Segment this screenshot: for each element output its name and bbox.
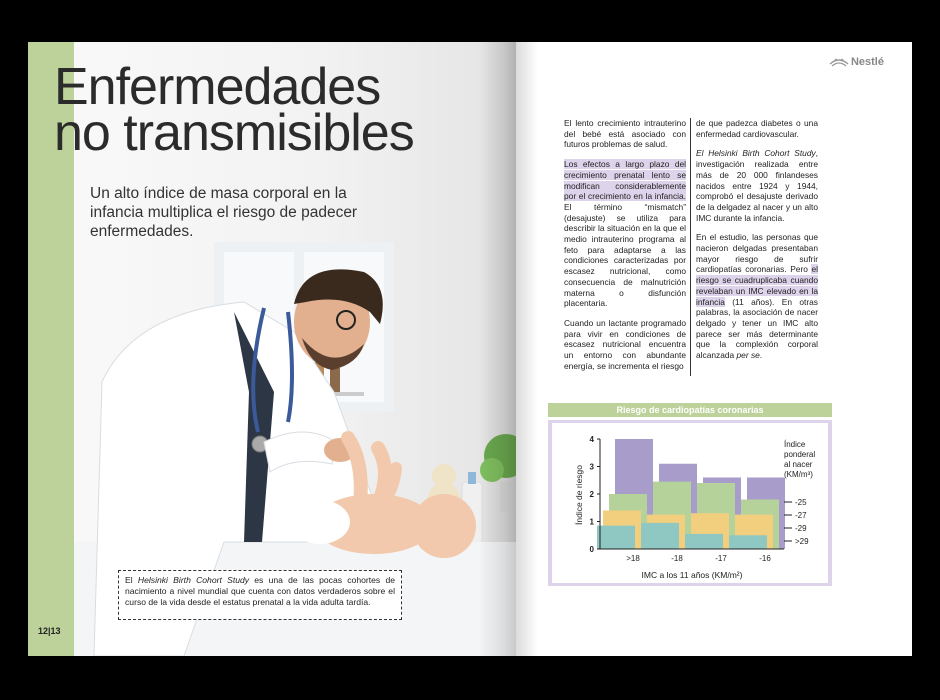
- col2-paragraph-2: [696, 148, 818, 223]
- y-tick-label: 1: [589, 517, 594, 527]
- col2-highlight: el riesgo se cuadruplicaba cuando revelaban un IMC elevado en la infancia: [696, 264, 818, 307]
- caption-study-name: Helsinki Birth Cohort Study: [137, 575, 250, 585]
- text-column-1: [564, 118, 686, 380]
- chart-title: Riesgo de cardiopatías coronarias: [548, 403, 832, 417]
- col2-paragraph-3-mid: (11 años). En otras palabras, la asociación de nacer delgado y tener un IMC alto parece ser más determinante que la complexión corporal alcanzada: [696, 296, 818, 361]
- y-tick-label: 4: [589, 435, 594, 444]
- bar->29-1: [641, 523, 679, 549]
- chart-area: [552, 423, 828, 583]
- col2-paragraph-3-end: .: [759, 350, 763, 361]
- right-page: [516, 42, 912, 656]
- caption-label-prefix: El: [125, 575, 138, 585]
- title-line-2: no transmisibles: [54, 104, 414, 162]
- x-tick-label: -17: [715, 554, 727, 563]
- col2-paragraph-3-pre: En el estudio, las personas que nacieron delgadas presentaban mayor riesgo de sufrir cardiopatías coronarias. Pero: [696, 232, 818, 275]
- col2-per-se: per se: [736, 350, 760, 361]
- col1-paragraph-2-rest: El término “mismatch” (desajuste) se utiliza para describir la situación en la que el medio intrauterino programa al feto para adaptarse a las condiciones caracterizadas por escasez nutricional, como consecuencia de malnutrición materna o disfunción placentaria.: [564, 201, 686, 309]
- y-tick-label: 2: [589, 490, 594, 499]
- x-tick-label: >18: [626, 554, 640, 563]
- brand-name: Nestlé: [850, 56, 884, 68]
- col2-paragraph-2-rest: , investigación realizada entre más de 20 000 finlandeses nacidos entre 1924 y 1944, comprobó el desajuste derivado de la delgadez al nacer y un alto IMC durante la infancia.: [696, 148, 818, 223]
- col1-paragraph-3: Cuando un lactante programado para vivir en condiciones de escasez nutricional encuentra un entorno con abundante energía, se incrementa el riesgo: [564, 317, 686, 371]
- x-tick-label: -16: [759, 554, 771, 563]
- bar->29-0: [597, 526, 635, 549]
- caption-text: es una de las pocas cohortes de nacimiento a nivel mundial que cuenta con datos verdaderos sobre el curso de la vida desde el estatus prenatal a la vida adulta tardía.: [125, 575, 396, 607]
- subtitle: Un alto índice de masa corporal en la infancia multiplica el riesgo de padecer enfermedades.: [90, 185, 358, 240]
- bar->29-2: [685, 534, 723, 549]
- page-title: [54, 58, 414, 162]
- col2-paragraph-1: de que padezca diabetes o una enfermedad cardiovascular.: [696, 118, 818, 139]
- y-axis-label: Índice de riesgo: [574, 464, 584, 526]
- col2-paragraph-3: [696, 232, 818, 360]
- risk-chart: [552, 423, 828, 583]
- legend-title-line: Índice: [784, 440, 806, 449]
- gutter-shadow: [516, 42, 538, 656]
- legend-label-2: -29: [795, 524, 807, 533]
- legend-label-0: -25: [795, 498, 807, 507]
- legend-title-line: (KM/m³): [784, 470, 813, 479]
- nest-icon: [829, 56, 849, 68]
- x-tick-label: -18: [671, 554, 683, 563]
- y-tick-label: 3: [589, 462, 594, 472]
- col1-highlight: Los efectos a largo plazo del crecimiento prenatal lento se modifican considerablemente por el crecimiento en la infancia.: [564, 159, 686, 202]
- legend-title-line: al nacer: [784, 460, 813, 469]
- left-page: [28, 42, 516, 656]
- title-line-1: Enfermedades: [54, 58, 381, 116]
- legend-label-3: >29: [795, 537, 809, 546]
- col1-paragraph-2: [564, 159, 686, 309]
- text-column-2: [696, 118, 818, 370]
- y-tick-label: 0: [589, 545, 594, 554]
- col2-study-name: El Helsinki Birth Cohort Study: [696, 148, 816, 159]
- chart-frame: [548, 420, 832, 586]
- page-fold-shadow: [478, 42, 516, 656]
- x-axis-label: IMC a los 11 años (KM/m²): [641, 570, 743, 580]
- bar->29-3: [729, 535, 767, 549]
- brand-logo: [829, 56, 884, 68]
- column-divider: [690, 118, 691, 376]
- col1-paragraph-1: El lento crecimiento intrauterino del bebé está asociado con futuros problemas de salud.: [564, 118, 686, 150]
- magazine-spread: [28, 42, 912, 656]
- page-number: 12|13: [38, 626, 61, 636]
- caption-box: [118, 570, 402, 620]
- legend-title-line: ponderal: [784, 450, 816, 459]
- legend-label-1: -27: [795, 511, 807, 520]
